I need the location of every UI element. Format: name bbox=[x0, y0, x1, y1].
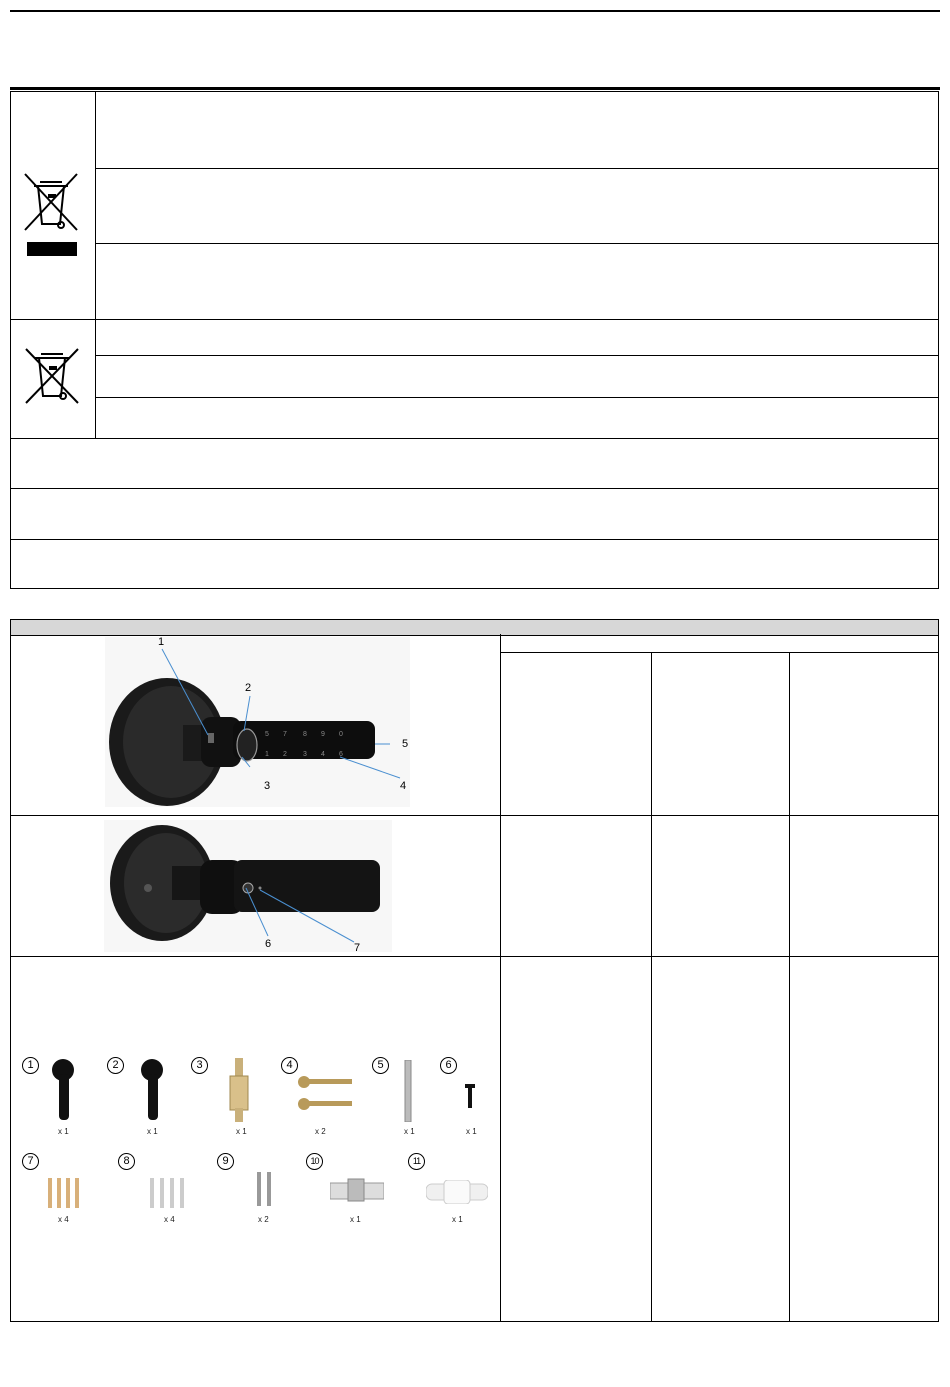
part-number-4: 4 bbox=[281, 1057, 298, 1074]
svg-text:1: 1 bbox=[265, 751, 269, 758]
section-rule bbox=[10, 87, 940, 90]
svg-text:6: 6 bbox=[339, 751, 343, 758]
part-number-10: 10 bbox=[306, 1153, 323, 1170]
part-number-7: 7 bbox=[22, 1153, 39, 1170]
part-qty-3: x 1 bbox=[236, 1127, 247, 1136]
callout-4: 4 bbox=[400, 780, 407, 792]
svg-text:4: 4 bbox=[321, 751, 325, 758]
inner-handle-icon bbox=[137, 1058, 167, 1122]
callout-1: 1 bbox=[158, 636, 165, 648]
callout-6: 6 bbox=[265, 938, 272, 950]
callout-5: 5 bbox=[402, 738, 409, 750]
keys-icon bbox=[296, 1072, 354, 1118]
latch-icon bbox=[226, 1058, 252, 1122]
svg-text:0: 0 bbox=[339, 731, 343, 738]
spindle-icon bbox=[402, 1060, 414, 1122]
part-number-2: 2 bbox=[107, 1057, 124, 1074]
part-qty-11: x 1 bbox=[452, 1215, 463, 1224]
part-number-11: 11 bbox=[408, 1153, 425, 1170]
callout-7: 7 bbox=[354, 942, 361, 954]
part-number-8: 8 bbox=[118, 1153, 135, 1170]
svg-text:3: 3 bbox=[303, 751, 307, 758]
strike-plate-icon bbox=[330, 1177, 384, 1203]
svg-text:7: 7 bbox=[283, 731, 287, 738]
part-number-3: 3 bbox=[191, 1057, 208, 1074]
anchors-icon bbox=[148, 1178, 188, 1210]
part-number-5: 5 bbox=[372, 1057, 389, 1074]
svg-text:8: 8 bbox=[303, 731, 307, 738]
part-qty-8: x 4 bbox=[164, 1215, 175, 1224]
part-qty-7: x 4 bbox=[58, 1215, 69, 1224]
crossed-out-wheelie-bin-icon bbox=[22, 346, 82, 408]
part-qty-4: x 2 bbox=[315, 1127, 326, 1136]
part-number-6: 6 bbox=[440, 1057, 457, 1074]
part-qty-10: x 1 bbox=[350, 1215, 361, 1224]
part-number-1: 1 bbox=[22, 1057, 39, 1074]
callout-3: 3 bbox=[264, 780, 271, 792]
part-qty-9: x 2 bbox=[258, 1215, 269, 1224]
outer-handle-icon bbox=[48, 1058, 78, 1122]
part-qty-1: x 1 bbox=[58, 1127, 69, 1136]
part-qty-5: x 1 bbox=[404, 1127, 415, 1136]
callout-2: 2 bbox=[245, 682, 252, 694]
part-qty-2: x 1 bbox=[147, 1127, 158, 1136]
svg-text:5: 5 bbox=[265, 731, 269, 738]
callout-lines-back bbox=[240, 880, 370, 950]
callout-lines-front bbox=[100, 635, 420, 805]
top-rule bbox=[10, 10, 940, 12]
crossed-out-wheelie-bin-icon bbox=[20, 170, 82, 262]
part-number-9: 9 bbox=[217, 1153, 234, 1170]
svg-text:2: 2 bbox=[283, 751, 287, 758]
svg-text:9: 9 bbox=[321, 731, 325, 738]
screw-icon bbox=[464, 1084, 476, 1108]
wood-screws-icon bbox=[46, 1178, 82, 1210]
strike-box-icon bbox=[426, 1180, 488, 1204]
part-qty-6: x 1 bbox=[466, 1127, 477, 1136]
mounting-bolts-icon bbox=[255, 1172, 275, 1206]
